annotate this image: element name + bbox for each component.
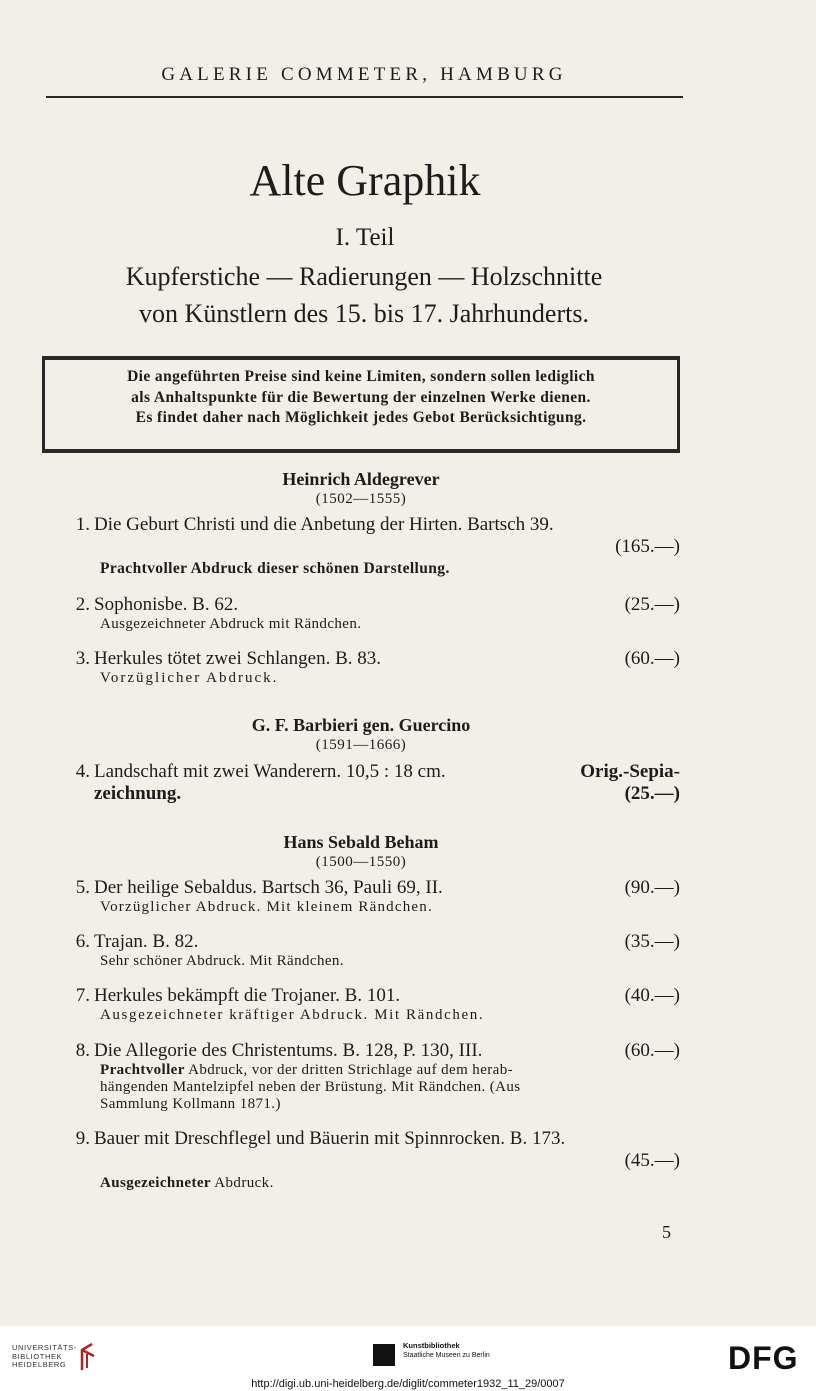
permalink-url[interactable]: http://digi.ub.uni-heidelberg.de/diglit/commeter1932_11_29/0007 [251,1378,565,1390]
entry-note: Sehr schöner Abdruck. Mit Rändchen. [100,953,344,969]
artist-dates: (1591—1666) [315,737,407,753]
entry-number: 5. [75,877,90,898]
entry-number: 2. [75,594,90,615]
kb-subtitle: Staatliche Museen zu Berlin [403,1352,490,1359]
entry-number: 8. [75,1040,90,1061]
entry-title: Herkules tötet zwei Schlangen. B. 83. [94,648,382,669]
university-seal-icon [78,1342,98,1372]
entry-title-text2: zeichnung. [94,783,182,804]
entry-title: Der heilige Sebaldus. Bartsch 36, Pauli 69, II. [94,877,443,898]
logo-line: BIBLIOTHEK [12,1351,63,1361]
entry-price: (40.—) [624,985,680,1006]
subtitle-line: von Künstlern des 15. bis 17. Jahrhunderts. [139,299,589,328]
gallery-header: GALERIE COMMETER, HAMBURG [161,64,567,85]
entry-title: Herkules bekämpft die Trojaner. B. 101. [94,985,401,1006]
subtitle-line: Kupferstiche — Radierungen — Holzschnitte [125,262,603,291]
entry-number: 3. [75,648,90,669]
entry-number: 6. [75,931,90,952]
entry-title [94,761,680,783]
notice-line: Es findet daher nach Möglichkeit jedes Gebot Berücksichtigung. [135,409,587,426]
entry-price: (60.—) [624,648,680,669]
catalog-entry [64,931,680,970]
entry-note-bold: Prachtvoller [100,1062,185,1078]
kb-text [403,1341,490,1360]
entry-price: (90.—) [624,877,680,898]
entry-number: 1. [75,514,90,535]
entry-note [100,1062,680,1079]
kunstbibliothek-mark-icon [373,1344,395,1366]
entry-title-cont [94,783,680,805]
entry-note-text: Abdruck, vor der dritten Strichlage auf dem herab- [188,1062,513,1078]
catalog-entry [64,877,680,916]
entry-note: Prachtvoller Abdruck dieser schönen Darstellung. [100,560,450,577]
entry-number: 4. [75,761,90,782]
entry-number: 7. [75,985,90,1006]
entry-note-text: Abdruck. [214,1175,274,1191]
header-rule [46,96,683,98]
catalog-entry [64,514,680,577]
entry-title: Sophonisbe. B. 62. [94,594,239,615]
catalog-entry [64,761,680,805]
logo-line: UNIVERSITÄTS- [12,1343,77,1352]
entry-note: Vorzüglicher Abdruck. [100,670,279,686]
catalog-entry [64,648,680,687]
notice-line: als Anhaltspunkte für die Bewertung der einzelnen Werke dienen. [131,388,591,406]
entry-price: (35.—) [624,931,680,952]
artist-name: G. F. Barbieri gen. Guercino [251,715,471,735]
artist-name: Heinrich Aldegrever [282,469,440,489]
dfg-logo[interactable]: DFG [728,1340,799,1376]
catalog-entry [64,1128,680,1192]
page-number: 5 [662,1222,671,1242]
entry-note: Ausgezeichneter kräftiger Abdruck. Mit Rändchen. [100,1007,485,1023]
entry-title: Bauer mit Dreschflegel und Bäuerin mit Spinnrocken. B. 173. [94,1128,566,1149]
entry-note-bold: Ausgezeichneter [100,1175,211,1191]
entry-note: Vorzüglicher Abdruck. Mit kleinem Rändchen. [100,899,433,915]
university-library-logo[interactable] [12,1344,77,1370]
entry-number: 9. [75,1128,90,1149]
entry-price: (165.—) [615,536,680,557]
artist-dates: (1502—1555) [315,491,407,507]
entry-title-text: Landschaft mit zwei Wanderern. 10,5 : 18 cm. [94,761,446,782]
notice-line: Die angeführten Preise sind keine Limiten, sondern sollen lediglich [127,368,595,385]
entry-note-line: hängenden Mantelzipfel neben der Brüstung. Mit Rändchen. (Aus [100,1079,521,1095]
artist-name: Hans Sebald Beham [283,832,439,852]
page-title: Alte Graphik [249,156,481,205]
entry-title: Die Allegorie des Christentums. B. 128, P. 130, III. [94,1040,483,1061]
entry-price: (25.—) [624,594,680,615]
entry-price: (25.—) [624,783,680,804]
entry-title: Trajan. B. 82. [94,931,199,952]
entry-price: (45.—) [624,1150,680,1171]
part-label: I. Teil [335,224,395,251]
catalog-entry [64,1040,680,1113]
entry-note [100,1175,680,1192]
price-notice-box [42,356,680,453]
entry-title: Die Geburt Christi und die Anbetung der Hirten. Bartsch 39. [94,514,554,535]
subtitle [46,258,682,332]
artist-dates: (1500—1550) [315,854,407,870]
catalog-entry [64,985,680,1024]
entry-price: (60.—) [624,1040,680,1061]
kb-title: Kunstbibliothek [403,1341,460,1350]
catalog-entry [64,594,680,633]
entry-title-bold: Orig.-Sepia- [580,761,680,782]
entry-note-line: Sammlung Kollmann 1871.) [100,1096,281,1112]
digitization-footer [0,1326,816,1391]
logo-line: HEIDELBERG [12,1360,67,1369]
entry-note: Ausgezeichneter Abdruck mit Rändchen. [100,616,362,632]
